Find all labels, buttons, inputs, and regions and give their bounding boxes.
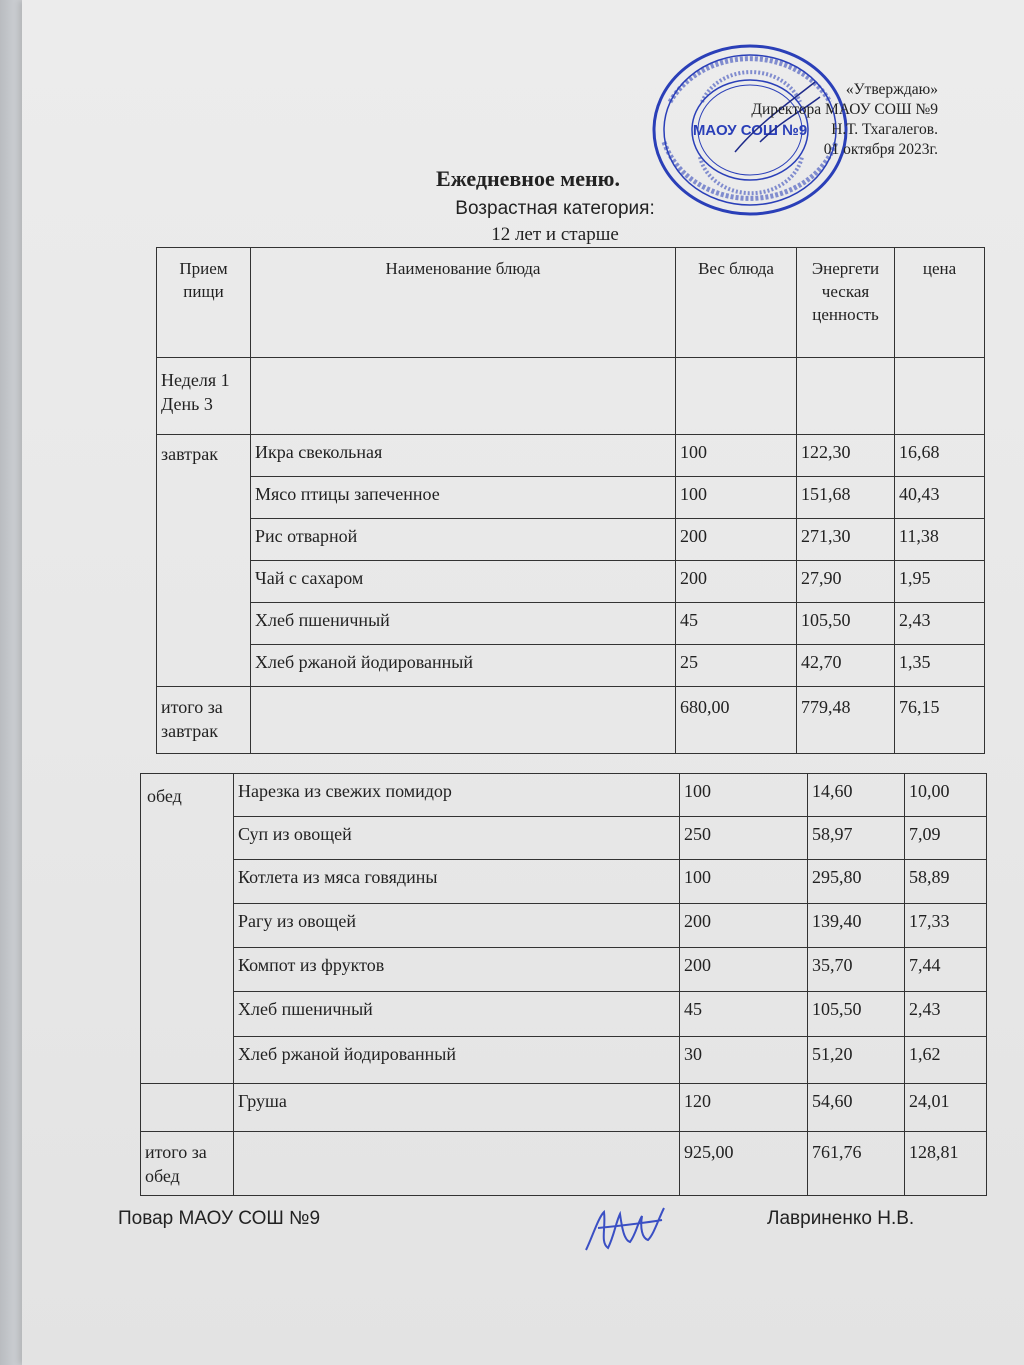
table-row [141, 992, 987, 1037]
total-energy: 779,48 [797, 687, 895, 754]
header-dish: Наименование блюда [251, 248, 676, 358]
dish-cell: Рис отварной [251, 519, 676, 561]
weight-cell: 200 [676, 519, 797, 561]
table-row [157, 603, 985, 645]
total-label: итого за завтрак [157, 687, 251, 754]
energy-cell: 27,90 [797, 561, 895, 603]
table-row [141, 774, 987, 817]
weight-cell: 100 [676, 435, 797, 477]
approval-line-3: Н.Т. Тхагалегов. [831, 121, 938, 138]
weight-cell: 45 [680, 992, 808, 1037]
energy-cell: 139,40 [808, 904, 905, 948]
price-cell: 40,43 [895, 477, 985, 519]
dish-cell: Икра свекольная [251, 435, 676, 477]
dish-cell: Мясо птицы запеченное [251, 477, 676, 519]
footer-cook: Повар МАОУ СОШ №9 [118, 1208, 321, 1229]
meal-label-lunch: обед [141, 774, 234, 1084]
svg-text:МАОУ СОШ №9: МАОУ СОШ №9 [692, 122, 808, 139]
weight-cell: 100 [680, 860, 808, 904]
approval-line-2: Директора МАОУ СОШ №9 [751, 101, 938, 118]
price-cell: 10,00 [905, 774, 987, 817]
signature [578, 1198, 668, 1258]
dish-cell: Хлеб ржаной йодированный [251, 645, 676, 687]
table-row [141, 817, 987, 860]
table-row [157, 645, 985, 687]
approval-line-4: 01 октября 2023г. [823, 141, 938, 158]
weight-cell: 120 [680, 1084, 808, 1132]
price-cell: 1,62 [905, 1037, 987, 1084]
energy-cell: 51,20 [808, 1037, 905, 1084]
table-row [141, 1037, 987, 1084]
total-weight: 680,00 [676, 687, 797, 754]
meal-label-breakfast: завтрак [157, 435, 251, 687]
table-row [157, 477, 985, 519]
price-cell: 11,38 [895, 519, 985, 561]
energy-cell: 54,60 [808, 1084, 905, 1132]
category-label: Возрастная категория: [455, 198, 655, 219]
header-row [157, 248, 985, 358]
weight-cell: 45 [676, 603, 797, 645]
energy-cell: 295,80 [808, 860, 905, 904]
menu-sheet [22, 0, 1024, 1365]
price-cell: 7,44 [905, 948, 987, 992]
week-day-cell: Неделя 1 День 3 [157, 358, 251, 435]
price-cell: 1,35 [895, 645, 985, 687]
table-row [141, 1084, 987, 1132]
week-day-row [157, 358, 985, 435]
price-cell: 7,09 [905, 817, 987, 860]
total-price: 76,15 [895, 687, 985, 754]
dish-cell: Хлеб пшеничный [251, 603, 676, 645]
energy-cell: 58,97 [808, 817, 905, 860]
weight-cell: 100 [676, 477, 797, 519]
breakfast-table [156, 247, 985, 754]
total-label: итого за обед [141, 1132, 234, 1196]
energy-cell: 105,50 [808, 992, 905, 1037]
dish-cell: Хлеб пшеничный [234, 992, 680, 1037]
total-price: 128,81 [905, 1132, 987, 1196]
energy-cell: 105,50 [797, 603, 895, 645]
dish-cell: Чай с сахаром [251, 561, 676, 603]
header-energy: Энергети ческая ценность [797, 248, 895, 358]
weight-cell: 250 [680, 817, 808, 860]
category-value: 12 лет и старше [491, 224, 619, 245]
price-cell: 24,01 [905, 1084, 987, 1132]
approval-line-1: «Утверждаю» [845, 81, 938, 98]
weight-cell: 200 [676, 561, 797, 603]
weight-cell: 30 [680, 1037, 808, 1084]
approval-block [751, 80, 938, 160]
weight-cell: 200 [680, 948, 808, 992]
energy-cell: 151,68 [797, 477, 895, 519]
weight-cell: 25 [676, 645, 797, 687]
page-title: Ежедневное меню. [436, 166, 620, 191]
header-weight: Вес блюда [676, 248, 797, 358]
total-weight: 925,00 [680, 1132, 808, 1196]
dish-cell: Груша [234, 1084, 680, 1132]
price-cell: 2,43 [905, 992, 987, 1037]
price-cell: 1,95 [895, 561, 985, 603]
price-cell: 17,33 [905, 904, 987, 948]
table-row [157, 519, 985, 561]
price-cell: 16,68 [895, 435, 985, 477]
dish-cell: Хлеб ржаной йодированный [234, 1037, 680, 1084]
dish-cell: Котлета из мяса говядины [234, 860, 680, 904]
footer-cook-name: Лавриненко Н.В. [767, 1208, 915, 1229]
energy-cell: 14,60 [808, 774, 905, 817]
weight-cell: 200 [680, 904, 808, 948]
total-row-breakfast [157, 687, 985, 754]
table-row [157, 561, 985, 603]
price-cell: 58,89 [905, 860, 987, 904]
total-row-lunch [141, 1132, 987, 1196]
energy-cell: 42,70 [797, 645, 895, 687]
header-meal: Прием пищи [157, 248, 251, 358]
energy-cell: 122,30 [797, 435, 895, 477]
dish-cell: Рагу из овощей [234, 904, 680, 948]
dish-cell: Нарезка из свежих помидор [234, 774, 680, 817]
table-row [141, 948, 987, 992]
energy-cell: 271,30 [797, 519, 895, 561]
dish-cell: Компот из фруктов [234, 948, 680, 992]
weight-cell: 100 [680, 774, 808, 817]
table-row [157, 435, 985, 477]
dish-cell: Суп из овощей [234, 817, 680, 860]
table-row [141, 860, 987, 904]
header-price: цена [895, 248, 985, 358]
total-energy: 761,76 [808, 1132, 905, 1196]
energy-cell: 35,70 [808, 948, 905, 992]
table-row [141, 904, 987, 948]
lunch-table [140, 773, 987, 1196]
price-cell: 2,43 [895, 603, 985, 645]
